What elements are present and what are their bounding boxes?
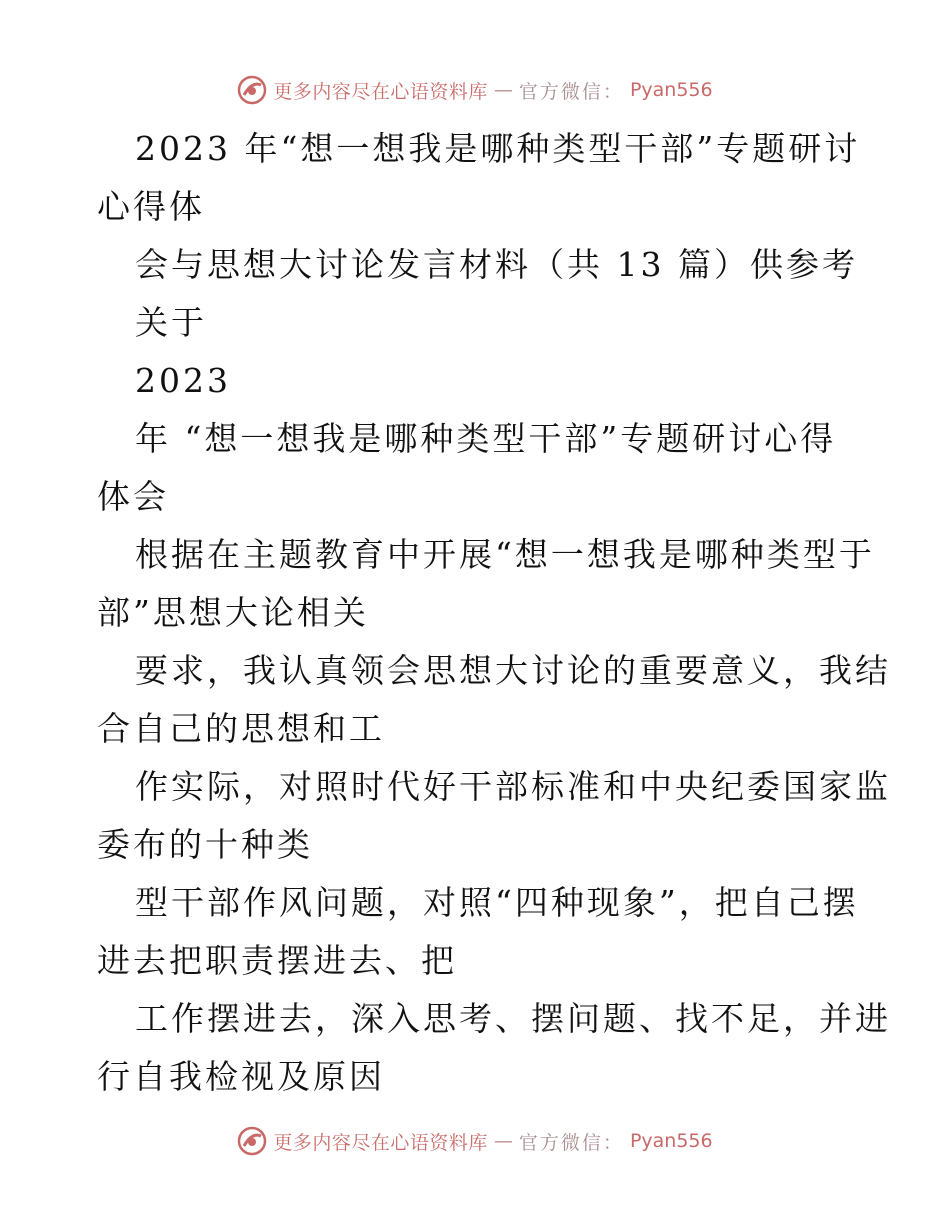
watermark-header bbox=[0, 73, 950, 107]
watermark-account: Pyan556 bbox=[629, 79, 713, 101]
paragraph-line: 作实际，对照时代好干部标准和中央纪委国家监 bbox=[135, 767, 891, 806]
paragraph-line: 委布的十种类 bbox=[97, 825, 313, 864]
logo-icon bbox=[237, 1126, 267, 1156]
document-title-line: 会与思想大讨论发言材料（共 13 篇）供参考 bbox=[135, 245, 858, 284]
watermark-dash: — bbox=[493, 79, 513, 101]
watermark-official-label: 官方微信： bbox=[518, 80, 624, 103]
watermark-official-label: 官方微信： bbox=[518, 1131, 624, 1154]
logo-icon bbox=[237, 75, 267, 105]
watermark-footer bbox=[0, 1124, 950, 1158]
document-body bbox=[97, 120, 891, 1106]
watermark-text: 更多内容尽在心语资料库 bbox=[273, 80, 488, 103]
paragraph-line: 型干部作风问题，对照“四种现象”，把自己摆 bbox=[135, 883, 859, 922]
watermark-text: 更多内容尽在心语资料库 bbox=[273, 1131, 488, 1154]
paragraph-line: 部”思想大论相关 bbox=[97, 593, 369, 632]
document-title-line: 2023 年“想一想我是哪种类型干部”专题研讨 bbox=[135, 129, 861, 168]
watermark-account: Pyan556 bbox=[629, 1130, 713, 1152]
paragraph-line: 关于 bbox=[135, 303, 207, 342]
document-title-line: 心得体 bbox=[97, 187, 205, 226]
paragraph-line: 行自我检视及原因 bbox=[97, 1057, 385, 1096]
paragraph-line: 进去把职责摆进去、把 bbox=[97, 941, 457, 980]
paragraph-line: 根据在主题教育中开展“想一想我是哪种类型于 bbox=[135, 535, 875, 574]
watermark-dash: — bbox=[493, 1130, 513, 1152]
paragraph-line: 工作摆进去，深入思考、摆问题、找不足，并进 bbox=[135, 999, 891, 1038]
paragraph-line: 要求，我认真领会思想大讨论的重要意义，我结 bbox=[135, 651, 891, 690]
paragraph-line: 体会 bbox=[97, 477, 169, 516]
paragraph-line: 2023 bbox=[135, 361, 231, 400]
paragraph-line: 年 “想一想我是哪种类型干部”专题研讨心得 bbox=[135, 419, 837, 458]
paragraph-line: 合自己的思想和工 bbox=[97, 709, 385, 748]
